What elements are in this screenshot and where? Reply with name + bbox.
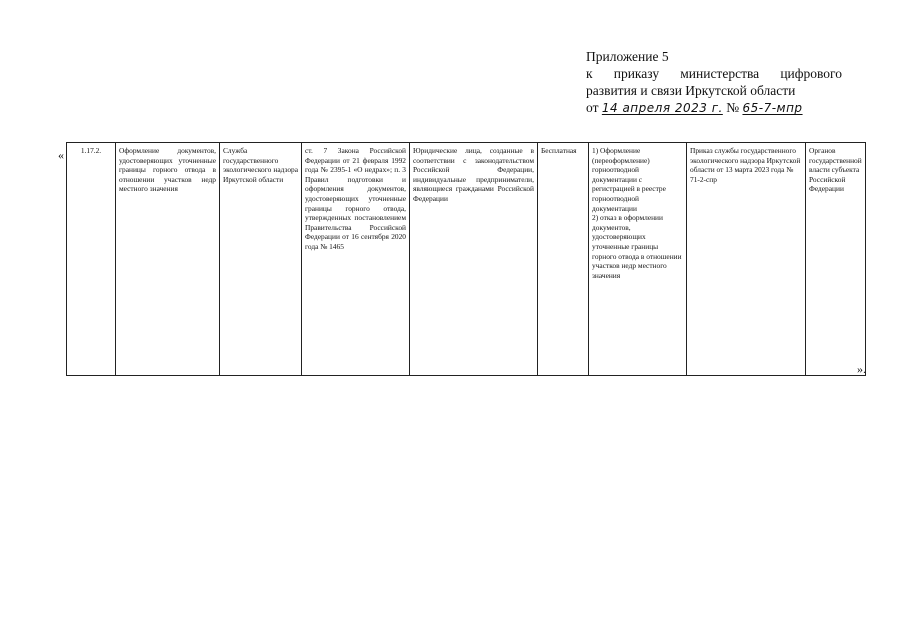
- service-name: Оформление документов, удостоверяющих уточненные границы горного отвода в отношении участков недр местного значения: [119, 146, 216, 194]
- authority-level: Органов государственной власти субъекта Российской Федерации: [809, 146, 862, 194]
- regulation: Приказ службы государственного экологического надзора Иркутской области от 13 марта 2023 года № 71-2-спр: [690, 146, 801, 184]
- handwritten-number: 65-7-мпр: [742, 101, 803, 115]
- legal-basis: ст. 7 Закона Российской Федерации от 21 февраля 1992 года № 2395-1 «О недрах»; п. 3 Правил подготовки и оформления документов, удостоверяющих уточненные границы горного отвода, утвержденных постановлением Правительства Российской Федерации от 16 сентября 2020 года № 1465: [305, 146, 406, 251]
- number-prefix: №: [726, 100, 740, 115]
- row-number: 1.17.2.: [80, 146, 102, 155]
- services-table: [66, 142, 866, 376]
- result-item-1: 1) Оформление (переоформление) горноотводной документации с регистрацией в реестре горноотводной документации: [592, 146, 666, 213]
- opening-quote: «: [58, 148, 64, 162]
- order-reference: к приказу министерства цифрового: [586, 66, 842, 81]
- applicants-cell: [410, 143, 538, 376]
- regulation-cell: [687, 143, 806, 376]
- applicants: Юридические лица, созданные в соответствии с законодательством Российской Федерации, индивидуальные предприниматели, являющиеся гражданами Российской Федерации: [413, 146, 534, 203]
- fee: Бесплатная: [541, 146, 577, 155]
- fee-cell: [538, 143, 589, 376]
- level-cell: [806, 143, 866, 376]
- result-cell: [589, 143, 687, 376]
- result-item-2: 2) отказ в оформлении документов, удостоверяющих уточненные границы горного отвода в отношении участков недр местного значения: [592, 213, 682, 280]
- date-prefix: от: [586, 100, 599, 115]
- authority: Служба государственного экологического надзора Иркутской области: [223, 146, 298, 184]
- handwritten-date: 14 апреля 2023 г.: [601, 101, 723, 115]
- appendix-header: [586, 48, 842, 117]
- row-number-cell: [67, 143, 116, 376]
- legal-basis-cell: [302, 143, 410, 376]
- appendix-title: Приложение 5: [586, 49, 669, 64]
- authority-cell: [220, 143, 302, 376]
- ministry-name: развития и связи Иркутской области: [586, 83, 796, 98]
- table-row: [67, 143, 866, 376]
- service-name-cell: [116, 143, 220, 376]
- order-date-line: [586, 99, 842, 117]
- closing-quote: ».: [857, 362, 866, 376]
